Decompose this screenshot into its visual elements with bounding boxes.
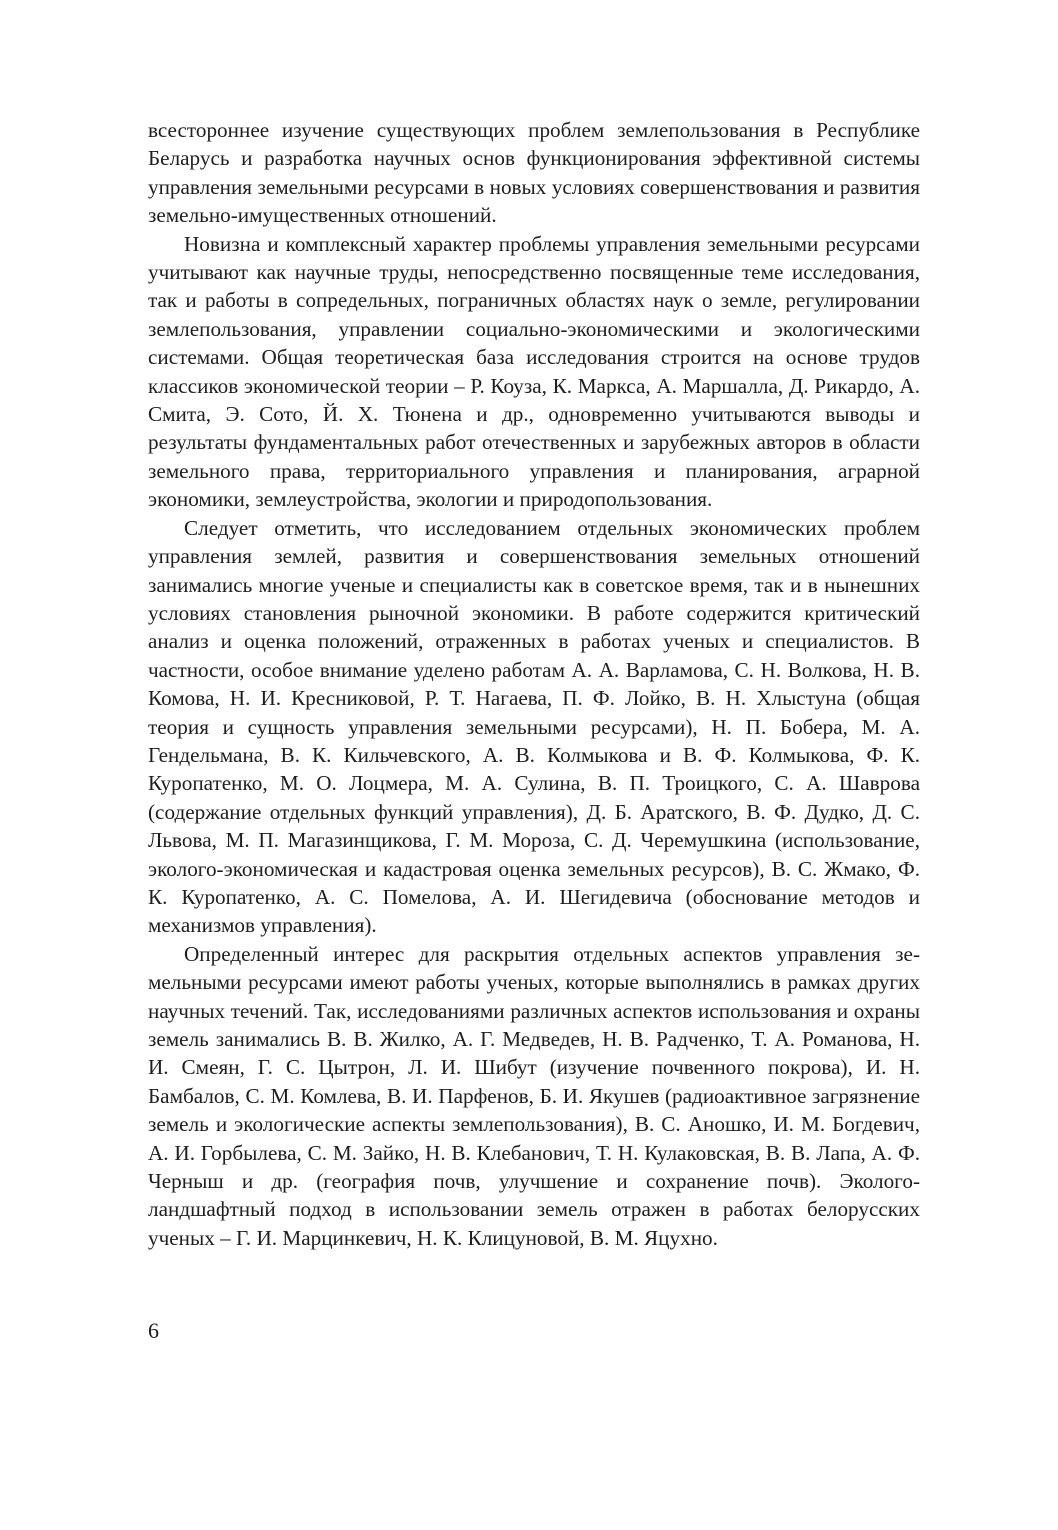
page-body xyxy=(148,116,920,1252)
page-number: 6 xyxy=(148,1318,159,1343)
paragraph-researchers: Следует отметить, что исследованием отдельных экономических проблем управления землей, развития и совершенствования земельных отношений занимались многие ученые и специалисты как в советское время, так и в нынешних условиях становления рыночной экономики. В работе содержится критический анализ и оценка положений, отраженных в работах ученых и специалистов. В частности, особое внимание уделено работам А. А. Варламова, С. Н. Волкова, Н. В. Комова, Н. И. Кресниковой, Р. Т. Нагаева, П. Ф. Лойко, В. Н. Хлыстуна (общая теория и сущность управления земельными ресурсами), Н. П. Бобера, М. А. Гендельмана, В. К. Кильчевского, А. В. Колмыкова и В. Ф. Колмыкова, Ф. К. Куропатенко, М. О. Лоцмера, М. А. Сулина, В. П. Троицкого, С. А. Шаврова (содержание отдельных функций управления), Д. Б. Аратского, В. Ф. Дудко, Д. С. Львова, М. П. Магазинщикова, Г. М. Мороза, С. Д. Черемушкина (использование, эколого-экономическая и кадастровая оценка земельных ресурсов), В. С. Жмако, Ф. К. Куропатенко, А. С. Помелова, А. И. Шегидевича (обоснование методов и механизмов управления). xyxy=(148,515,920,938)
paragraph-related-research: Определенный интерес для раскрытия отдельных аспектов управления земельными ресурсами имеют работы ученых, которые выполнялись в рамках других научных течений. Так, исследованиями различных аспектов использования и охраны земель занимались В. В. Жилко, А. Г. Медведев, Н. В. Радченко, Т. А. Романова, Н. И. Смеян, Г. С. Цытрон, Л. И. Шибут (изучение почвенного покрова), И. Н. Бамбалов, С. М. Комлева, В. И. Парфенов, Б. И. Якушев (радиоактивное загрязнение земель и экологические аспекты землепользования), В. С. Аношко, И. М. Богдевич, А. И. Горбылева, С. М. Зайко, Н. В. Клебанович, Т. Н. Кулаковская, В. В. Лапа, А. Ф. Черныш и др. (география почв, улучшение и сохранение почв). Эколого-ландшафтный подход в использовании земель отражен в работах белорусских ученых – Г. И. Марцинкевич, Н. К. Клицуновой, В. М. Яцухно. xyxy=(148,941,920,1250)
paragraph-novelty: Новизна и комплексный характер проблемы управления земельными ресурсами учитывают как научные труды, непосредственно посвященные теме исследования, так и работы в сопредельных, пограничных областях наук о земле, регулировании землепользования, управлении социально-экономическими и экологическими системами. Общая теоретическая база исследования строится на основе трудов классиков экономической теории – Р. Коуза, К. Маркса, А. Маршалла, Д. Рикардо, А. Смита, Э. Сото, Й. Х. Тюнена и др., одновременно учитываются выводы и результаты фундаментальных работ отечественных и зарубежных авторов в области земельного права, территориального управления и планирования, аграрной экономики, землеустройства, экологии и природопользования. xyxy=(148,231,920,512)
paragraph-continuation: всестороннее изучение существующих проблем землепользования в Республике Беларусь и разработка научных основ функционирования эффективной системы управления земельными ресурсами в новых условиях совершенствования и развития земельно-имущественных отношений. xyxy=(148,118,920,228)
